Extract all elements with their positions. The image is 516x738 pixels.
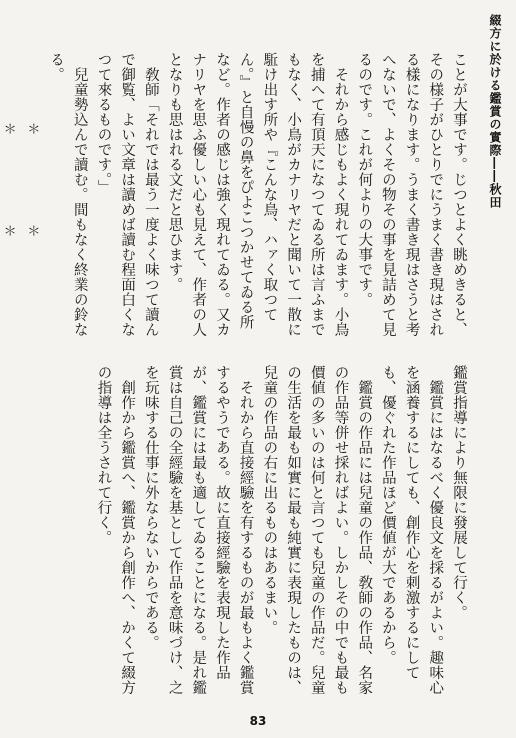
paragraph: 創作から鑑賞へ、鑑賞から創作へ、かくて綴方の指導は全うされて行く。 <box>95 365 136 695</box>
paragraph: 敎師「それでは最う一度よく味つて讀んで御覧、よい文章は讀めば讀む程面白くなつて來るものです。」 <box>95 52 159 337</box>
paragraph: それから直接經驗を有するものが最もよく鑑賞するやうである。故に直接經驗を表現した作品が、鑑賞には最も適してゐることになる。是れ鑑賞は自己の全經驗を基として作品を意味づけ、之を玩味する仕事に外ならないからである。 <box>142 365 254 695</box>
upper-text-block <box>0 52 470 342</box>
paragraph: 鑑賞にはなるべく優良文を採るがよい。趣味心を涵養するにしても、創作心を刺激するにしても、優ぐれた作品ほど價値が大であるから。 <box>379 365 444 695</box>
paragraph: 兒童勢込んで讀む。間もなく終業の鈴なる。 <box>48 52 88 337</box>
paragraph: それから感じもよく現れてゐます。小鳥を捕へて有頂天になつてゐる所は言ふまでもなく、小鳥がカナリヤだと聞いて一散に駈け出す所や『こんな鳥、ハァく取つてん。』と自慢の鼻をぴよこつかせてゐる所など。作者の感じは強く現れてゐる。又カナリヤを思ふ優しい心も見えて、作者の人となりも思はれる文だと思ひます。 <box>166 52 349 337</box>
running-title: 綴方に於ける鑑賞の實際――秋田 <box>488 14 502 209</box>
section-divider: ＊ ＊ ＊ ＊ <box>0 122 40 326</box>
page-number: 83 <box>249 714 267 728</box>
lower-text-block <box>30 365 470 695</box>
paragraph: ことが大事です。じつとよく眺めきると、その様子がひとりでにうまく書き現はされる樣になります。うまく書き現はさうと考へないで、よくその物その事を見詰めて見るのです。これが何よりの大事です。 <box>356 52 467 337</box>
paragraph: 鑑賞の作品には兒童の作品、敎師の作品、名家の作品等併せ採ればよい。しかしその中でも最も價値の多いのは何と言つても兒童の作品だ。兒童の生活を最も如實に最も純實に表現したものは、兒童の作品の右に出るものはあるまい。 <box>261 365 373 695</box>
paragraph: 鑑賞指導により無限に發展して行く。 <box>451 365 467 620</box>
